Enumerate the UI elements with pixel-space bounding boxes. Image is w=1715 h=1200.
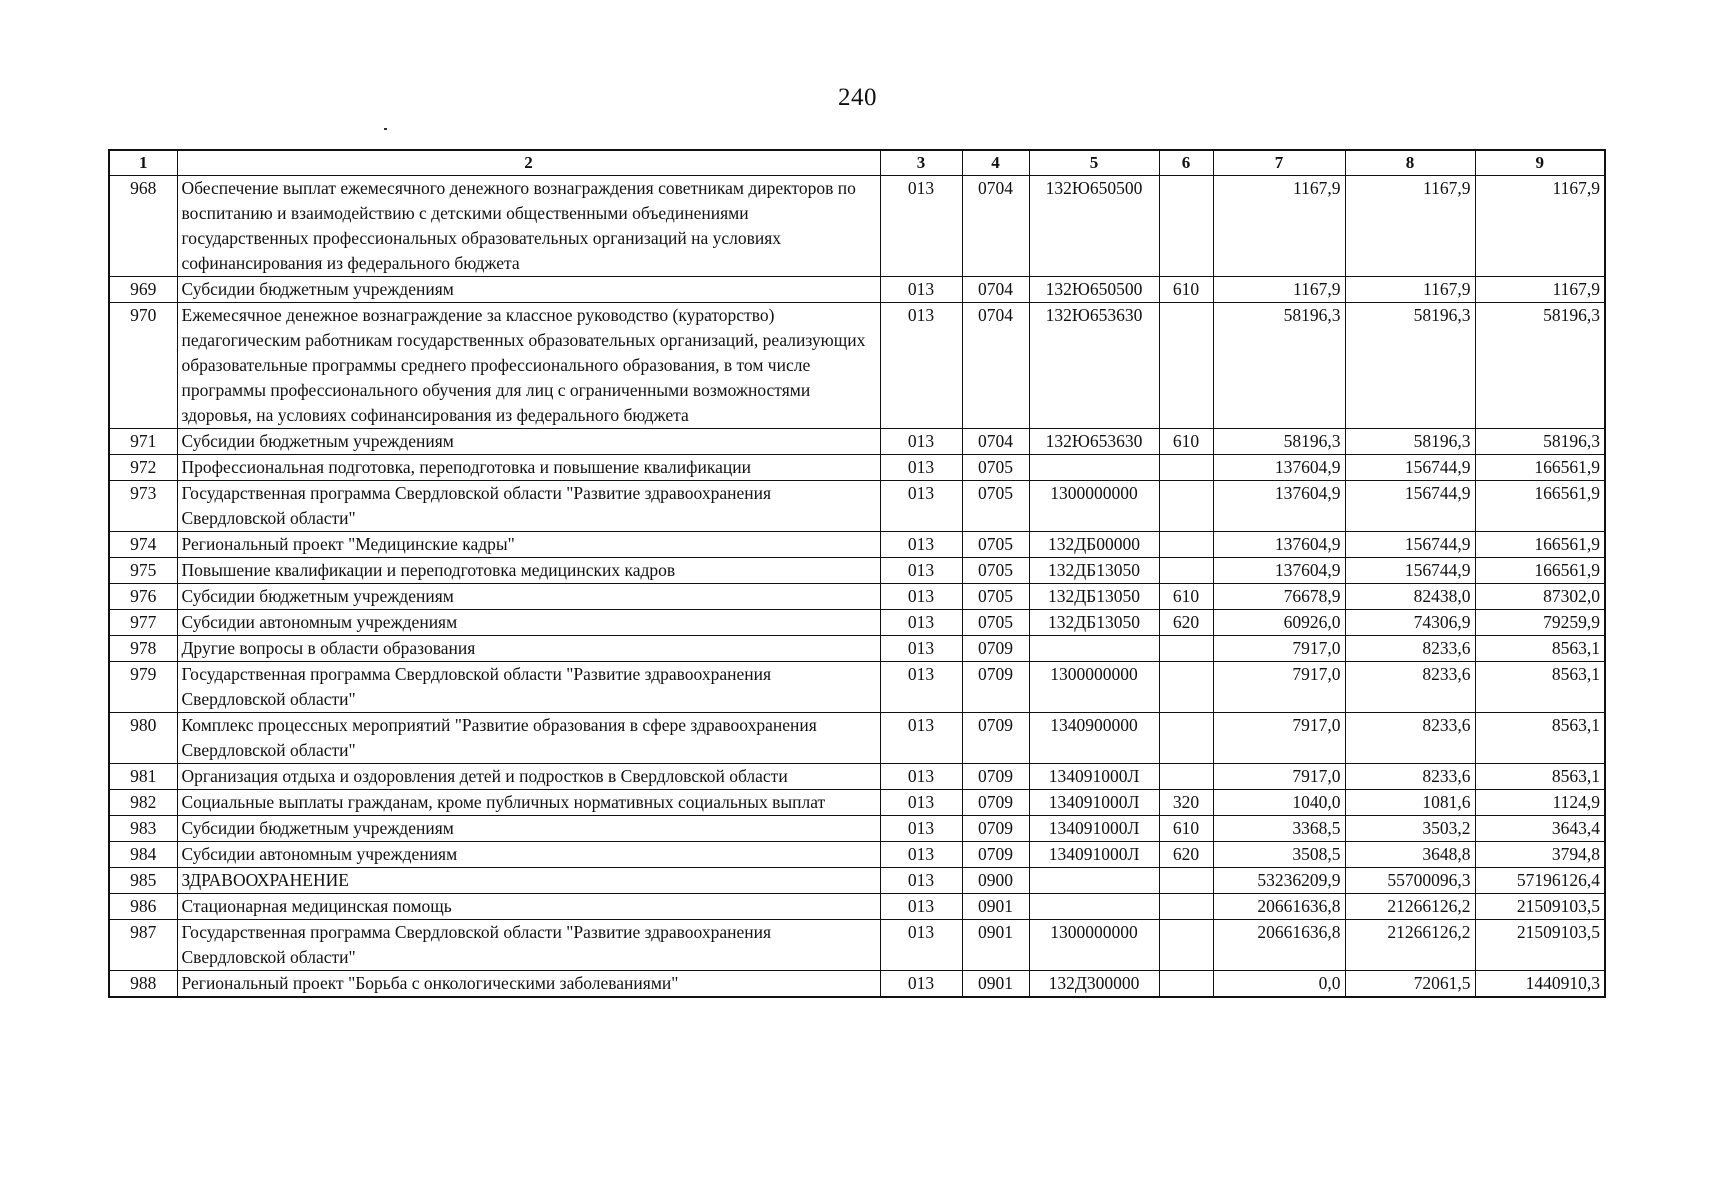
amount-year-2: 82438,0 — [1345, 584, 1475, 610]
expense-type-code: 610 — [1159, 429, 1213, 455]
admin-code: 013 — [880, 176, 962, 277]
amount-year-2: 58196,3 — [1345, 303, 1475, 429]
target-article-code — [1029, 894, 1159, 920]
row-number: 988 — [109, 971, 177, 998]
amount-year-3: 1440910,3 — [1475, 971, 1605, 998]
row-number: 969 — [109, 277, 177, 303]
row-name: Субсидии бюджетным учреждениям — [177, 277, 880, 303]
row-name: Обеспечение выплат ежемесячного денежного вознаграждения советникам директоров по воспитанию и взаимодействию с детскими общественными объединениями государственных профессиональных образовательных организаций на условиях софинансирования из федерального бюджета — [177, 176, 880, 277]
expense-type-code: 610 — [1159, 584, 1213, 610]
row-name: ЗДРАВООХРАНЕНИЕ — [177, 868, 880, 894]
table-row — [109, 610, 1605, 636]
target-article-code — [1029, 868, 1159, 894]
admin-code: 013 — [880, 816, 962, 842]
amount-year-3: 166561,9 — [1475, 532, 1605, 558]
row-name: Социальные выплаты гражданам, кроме публичных нормативных социальных выплат — [177, 790, 880, 816]
amount-year-1: 20661636,8 — [1213, 894, 1345, 920]
amount-year-1: 58196,3 — [1213, 429, 1345, 455]
table-row — [109, 303, 1605, 429]
target-article-code: 134091000Л — [1029, 790, 1159, 816]
table-row — [109, 636, 1605, 662]
row-name: Субсидии бюджетным учреждениям — [177, 816, 880, 842]
amount-year-1: 137604,9 — [1213, 455, 1345, 481]
section-code: 0705 — [962, 481, 1029, 532]
amount-year-2: 1081,6 — [1345, 790, 1475, 816]
row-name: Региональный проект "Борьба с онкологическими заболеваниями" — [177, 971, 880, 998]
target-article-code: 134091000Л — [1029, 842, 1159, 868]
expense-type-code: 610 — [1159, 816, 1213, 842]
admin-code: 013 — [880, 842, 962, 868]
admin-code: 013 — [880, 971, 962, 998]
col-header: 4 — [962, 150, 1029, 176]
amount-year-1: 0,0 — [1213, 971, 1345, 998]
target-article-code: 132Ю653630 — [1029, 429, 1159, 455]
table-row — [109, 713, 1605, 764]
row-number: 971 — [109, 429, 177, 455]
expense-type-code — [1159, 764, 1213, 790]
row-number: 984 — [109, 842, 177, 868]
table-row — [109, 842, 1605, 868]
amount-year-1: 1167,9 — [1213, 277, 1345, 303]
amount-year-1: 20661636,8 — [1213, 920, 1345, 971]
section-code: 0709 — [962, 636, 1029, 662]
amount-year-3: 3794,8 — [1475, 842, 1605, 868]
amount-year-3: 166561,9 — [1475, 481, 1605, 532]
section-code: 0705 — [962, 584, 1029, 610]
admin-code: 013 — [880, 303, 962, 429]
target-article-code: 134091000Л — [1029, 764, 1159, 790]
amount-year-3: 1167,9 — [1475, 176, 1605, 277]
amount-year-3: 1124,9 — [1475, 790, 1605, 816]
target-article-code: 132Ю650500 — [1029, 176, 1159, 277]
expense-type-code: 620 — [1159, 842, 1213, 868]
expense-type-code — [1159, 558, 1213, 584]
amount-year-2: 1167,9 — [1345, 176, 1475, 277]
admin-code: 013 — [880, 532, 962, 558]
amount-year-3: 79259,9 — [1475, 610, 1605, 636]
row-name: Субсидии бюджетным учреждениям — [177, 429, 880, 455]
row-number: 985 — [109, 868, 177, 894]
amount-year-3: 3643,4 — [1475, 816, 1605, 842]
amount-year-2: 72061,5 — [1345, 971, 1475, 998]
amount-year-3: 21509103,5 — [1475, 920, 1605, 971]
admin-code: 013 — [880, 277, 962, 303]
admin-code: 013 — [880, 429, 962, 455]
page-number: 240 — [838, 84, 877, 111]
target-article-code: 132ДБ00000 — [1029, 532, 1159, 558]
amount-year-2: 74306,9 — [1345, 610, 1475, 636]
expense-type-code — [1159, 662, 1213, 713]
col-header: 1 — [109, 150, 177, 176]
section-code: 0704 — [962, 176, 1029, 277]
amount-year-2: 8233,6 — [1345, 713, 1475, 764]
row-number: 975 — [109, 558, 177, 584]
amount-year-2: 55700096,3 — [1345, 868, 1475, 894]
row-name: Государственная программа Свердловской области "Развитие здравоохранения Свердловской области" — [177, 481, 880, 532]
admin-code: 013 — [880, 558, 962, 584]
amount-year-3: 8563,1 — [1475, 713, 1605, 764]
row-number: 968 — [109, 176, 177, 277]
expense-type-code: 320 — [1159, 790, 1213, 816]
col-header: 6 — [1159, 150, 1213, 176]
amount-year-2: 58196,3 — [1345, 429, 1475, 455]
target-article-code: 132ДБ13050 — [1029, 610, 1159, 636]
amount-year-2: 156744,9 — [1345, 481, 1475, 532]
target-article-code: 132Ю650500 — [1029, 277, 1159, 303]
section-code: 0709 — [962, 790, 1029, 816]
amount-year-1: 7917,0 — [1213, 636, 1345, 662]
col-header: 3 — [880, 150, 962, 176]
row-name: Профессиональная подготовка, переподготовка и повышение квалификации — [177, 455, 880, 481]
section-code: 0709 — [962, 764, 1029, 790]
section-code: 0901 — [962, 920, 1029, 971]
amount-year-1: 7917,0 — [1213, 662, 1345, 713]
target-article-code: 132Ю653630 — [1029, 303, 1159, 429]
target-article-code: 1300000000 — [1029, 662, 1159, 713]
row-number: 983 — [109, 816, 177, 842]
amount-year-1: 1040,0 — [1213, 790, 1345, 816]
amount-year-1: 137604,9 — [1213, 558, 1345, 584]
admin-code: 013 — [880, 455, 962, 481]
admin-code: 013 — [880, 584, 962, 610]
amount-year-2: 3503,2 — [1345, 816, 1475, 842]
row-number: 986 — [109, 894, 177, 920]
admin-code: 013 — [880, 481, 962, 532]
amount-year-1: 1167,9 — [1213, 176, 1345, 277]
expense-type-code — [1159, 303, 1213, 429]
target-article-code: 132ДБ13050 — [1029, 584, 1159, 610]
section-code: 0705 — [962, 558, 1029, 584]
table-row — [109, 584, 1605, 610]
amount-year-2: 3648,8 — [1345, 842, 1475, 868]
amount-year-3: 166561,9 — [1475, 455, 1605, 481]
row-name: Повышение квалификации и переподготовка медицинских кадров — [177, 558, 880, 584]
row-number: 980 — [109, 713, 177, 764]
row-number: 987 — [109, 920, 177, 971]
section-code: 0705 — [962, 610, 1029, 636]
amount-year-3: 58196,3 — [1475, 429, 1605, 455]
row-name: Региональный проект "Медицинские кадры" — [177, 532, 880, 558]
col-header: 9 — [1475, 150, 1605, 176]
expense-type-code — [1159, 481, 1213, 532]
section-code: 0901 — [962, 971, 1029, 998]
section-code: 0901 — [962, 894, 1029, 920]
row-number: 972 — [109, 455, 177, 481]
amount-year-2: 8233,6 — [1345, 636, 1475, 662]
section-code: 0709 — [962, 842, 1029, 868]
admin-code: 013 — [880, 636, 962, 662]
row-number: 976 — [109, 584, 177, 610]
expense-type-code — [1159, 455, 1213, 481]
expense-type-code — [1159, 868, 1213, 894]
admin-code: 013 — [880, 868, 962, 894]
table-row — [109, 971, 1605, 998]
expense-type-code — [1159, 920, 1213, 971]
section-code: 0709 — [962, 816, 1029, 842]
amount-year-2: 21266126,2 — [1345, 920, 1475, 971]
amount-year-1: 60926,0 — [1213, 610, 1345, 636]
amount-year-1: 7917,0 — [1213, 764, 1345, 790]
table-row — [109, 790, 1605, 816]
section-code: 0709 — [962, 662, 1029, 713]
amount-year-1: 3368,5 — [1213, 816, 1345, 842]
expense-type-code — [1159, 894, 1213, 920]
row-name: Комплекс процессных мероприятий "Развитие образования в сфере здравоохранения Свердловской области" — [177, 713, 880, 764]
amount-year-2: 156744,9 — [1345, 455, 1475, 481]
row-name: Ежемесячное денежное вознаграждение за классное руководство (кураторство) педагогическим работникам государственных образовательных организаций, реализующих образовательные программы среднего профессионального образования, в том числе программы профессионального обучения для лиц с ограниченными возможностями здоровья, на условиях софинансирования из федерального бюджета — [177, 303, 880, 429]
table-row — [109, 816, 1605, 842]
row-number: 974 — [109, 532, 177, 558]
col-header: 2 — [177, 150, 880, 176]
section-code: 0704 — [962, 429, 1029, 455]
table-row — [109, 920, 1605, 971]
target-article-code — [1029, 455, 1159, 481]
row-number: 979 — [109, 662, 177, 713]
target-article-code: 134091000Л — [1029, 816, 1159, 842]
section-code: 0705 — [962, 532, 1029, 558]
section-code: 0704 — [962, 303, 1029, 429]
admin-code: 013 — [880, 662, 962, 713]
row-number: 973 — [109, 481, 177, 532]
amount-year-3: 1167,9 — [1475, 277, 1605, 303]
admin-code: 013 — [880, 610, 962, 636]
expense-type-code — [1159, 713, 1213, 764]
amount-year-3: 58196,3 — [1475, 303, 1605, 429]
table-row — [109, 558, 1605, 584]
row-name: Государственная программа Свердловской области "Развитие здравоохранения Свердловской области" — [177, 662, 880, 713]
amount-year-1: 137604,9 — [1213, 481, 1345, 532]
amount-year-2: 156744,9 — [1345, 558, 1475, 584]
budget-table — [108, 149, 1606, 998]
expense-type-code — [1159, 532, 1213, 558]
expense-type-code — [1159, 636, 1213, 662]
target-article-code: 132ДБ13050 — [1029, 558, 1159, 584]
amount-year-3: 166561,9 — [1475, 558, 1605, 584]
expense-type-code — [1159, 176, 1213, 277]
row-number: 970 — [109, 303, 177, 429]
row-name: Субсидии автономным учреждениям — [177, 842, 880, 868]
row-name: Государственная программа Свердловской области "Развитие здравоохранения Свердловской области" — [177, 920, 880, 971]
amount-year-2: 1167,9 — [1345, 277, 1475, 303]
col-header: 8 — [1345, 150, 1475, 176]
col-header: 5 — [1029, 150, 1159, 176]
amount-year-1: 7917,0 — [1213, 713, 1345, 764]
table-row — [109, 894, 1605, 920]
table-row — [109, 532, 1605, 558]
table-row — [109, 277, 1605, 303]
table-row — [109, 868, 1605, 894]
amount-year-3: 8563,1 — [1475, 662, 1605, 713]
target-article-code: 1300000000 — [1029, 920, 1159, 971]
amount-year-2: 156744,9 — [1345, 532, 1475, 558]
expense-type-code: 620 — [1159, 610, 1213, 636]
row-name: Другие вопросы в области образования — [177, 636, 880, 662]
admin-code: 013 — [880, 713, 962, 764]
row-number: 981 — [109, 764, 177, 790]
table-row — [109, 429, 1605, 455]
expense-type-code — [1159, 971, 1213, 998]
table-row — [109, 764, 1605, 790]
table-row — [109, 662, 1605, 713]
target-article-code: 1340900000 — [1029, 713, 1159, 764]
row-name: Субсидии бюджетным учреждениям — [177, 584, 880, 610]
table-row — [109, 176, 1605, 277]
header-row — [109, 150, 1605, 176]
row-number: 978 — [109, 636, 177, 662]
amount-year-2: 8233,6 — [1345, 662, 1475, 713]
admin-code: 013 — [880, 894, 962, 920]
admin-code: 013 — [880, 920, 962, 971]
table-row — [109, 455, 1605, 481]
expense-type-code: 610 — [1159, 277, 1213, 303]
target-article-code — [1029, 636, 1159, 662]
col-header: 7 — [1213, 150, 1345, 176]
amount-year-2: 21266126,2 — [1345, 894, 1475, 920]
target-article-code: 132Д300000 — [1029, 971, 1159, 998]
amount-year-3: 57196126,4 — [1475, 868, 1605, 894]
amount-year-1: 76678,9 — [1213, 584, 1345, 610]
row-name: Стационарная медицинская помощь — [177, 894, 880, 920]
amount-year-1: 58196,3 — [1213, 303, 1345, 429]
section-code: 0709 — [962, 713, 1029, 764]
section-code: 0705 — [962, 455, 1029, 481]
target-article-code: 1300000000 — [1029, 481, 1159, 532]
amount-year-3: 8563,1 — [1475, 636, 1605, 662]
amount-year-3: 21509103,5 — [1475, 894, 1605, 920]
row-name: Организация отдыха и оздоровления детей и подростков в Свердловской области — [177, 764, 880, 790]
section-code: 0900 — [962, 868, 1029, 894]
row-name: Субсидии автономным учреждениям — [177, 610, 880, 636]
admin-code: 013 — [880, 790, 962, 816]
amount-year-1: 137604,9 — [1213, 532, 1345, 558]
scan-speck — [384, 128, 387, 130]
amount-year-2: 8233,6 — [1345, 764, 1475, 790]
amount-year-1: 3508,5 — [1213, 842, 1345, 868]
amount-year-3: 87302,0 — [1475, 584, 1605, 610]
admin-code: 013 — [880, 764, 962, 790]
row-number: 977 — [109, 610, 177, 636]
table-row — [109, 481, 1605, 532]
table-body — [109, 176, 1605, 998]
row-number: 982 — [109, 790, 177, 816]
section-code: 0704 — [962, 277, 1029, 303]
amount-year-1: 53236209,9 — [1213, 868, 1345, 894]
amount-year-3: 8563,1 — [1475, 764, 1605, 790]
